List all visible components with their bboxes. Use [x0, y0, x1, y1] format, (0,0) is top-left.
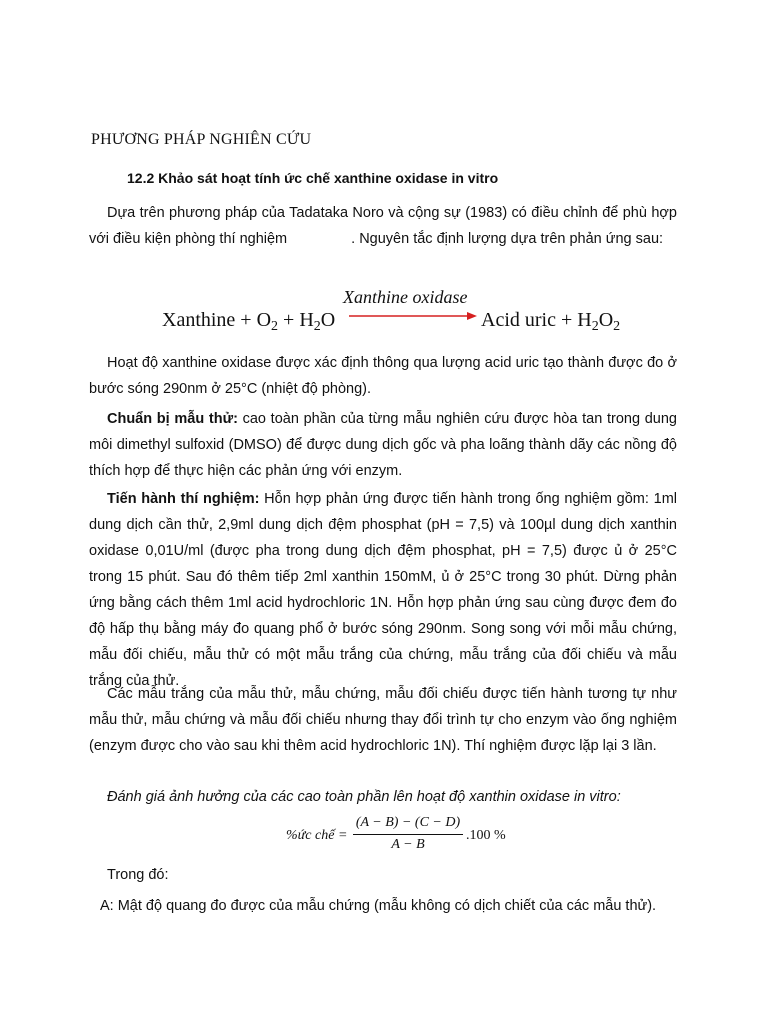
reaction-arrow-icon	[349, 310, 477, 322]
reaction-equation	[162, 285, 632, 337]
inhibition-formula	[286, 812, 516, 860]
chapter-heading: PHƯƠNG PHÁP NGHIÊN CỨU	[91, 131, 312, 148]
formula-lhs: %ức chế =	[286, 828, 348, 843]
formula-numerator: (A − B) − (C − D)	[355, 815, 461, 830]
paragraph-measurement: Hoạt độ xanthine oxidase được xác định thông qua lượng acid uric tạo thành được đo ở bước sóng 290nm ở 25°C (nhiệt độ phòng).	[89, 355, 677, 397]
sample-prep-label: Chuẩn bị mẫu thử:	[107, 411, 238, 427]
procedure-label: Tiến hành thí nghiệm:	[107, 491, 260, 507]
paragraph-procedure	[89, 486, 677, 694]
paragraph-blanks: Các mẫu trắng của mẫu thử, mẫu chứng, mẫu đối chiếu được tiến hành tương tự như mẫu thử, mẫu chứng và mẫu đối chiếu nhưng thay đổi trình tự cho enzym vào ống nghiệm (enzym được cho vào sau khi thêm acid hydrochloric 1N). Thí nghiệm được lặp lại 3 lần.	[89, 686, 677, 754]
paragraph-sample-prep	[89, 406, 677, 484]
section-heading: 12.2 Khảo sát hoạt tính ức chế xanthine oxidase in vitro	[127, 170, 499, 186]
reaction-reactants: Xanthine + $O_2 + H_2O$	[162, 309, 336, 334]
paragraph-evaluation: Đánh giá ảnh hưởng của các cao toàn phần lên hoạt độ xanthin oxidase in vitro:	[107, 789, 621, 805]
enzyme-label: Xanthine oxidase	[343, 287, 468, 307]
sample-prep-text: cao toàn phần của từng mẫu nghiên cứu được hòa tan trong dung môi dimethyl sulfoxid (DMSO) để được dung dịch gốc và pha loãng thành dãy các nồng độ thích hợp để thực hiện các phản ứng với enzym.	[89, 411, 677, 479]
procedure-text: Hỗn hợp phản ứng được tiến hành trong ống nghiệm gồm: 1ml dung dịch cần thử, 2,9ml dung dịch đệm phosphat (pH = 7,5) và 100µl dung dịch xanthin oxidase 0,01U/ml (được pha trong dung dịch đệm phosphat, pH = 7,5) được ủ ở 25°C trong 15 phút. Sau đó thêm tiếp 2ml xanthin 150mM, ủ ở 25°C trong 30 phút. Dừng phản ứng bằng cách thêm 1ml acid hydrochloric 1N. Hỗn hợp phản ứng sau cùng được đem đo độ hấp thụ bằng máy đo quang phổ ở bước sóng 290nm. Song song với mỗi mẫu chứng, mẫu đối chiếu, mẫu thử có một mẫu trắng của chứng, mẫu trắng của đối chiếu và mẫu trắng của thử.	[89, 491, 677, 689]
paragraph-intro	[89, 200, 677, 252]
paragraph-intro-text-2: . Nguyên tắc định lượng dựa trên phản ứng sau:	[351, 231, 664, 247]
formula-fraction	[353, 812, 463, 855]
definition-a: A: Mật độ quang đo được của mẫu chứng (mẫu không có dịch chiết của các mẫu thử).	[100, 898, 657, 914]
where-label: Trong đó:	[107, 867, 169, 883]
paragraph-intro-text-1: Dựa trên phương pháp của Tadataka Noro và cộng sự (1983) có điều chỉnh để phù hợp với điều kiện phòng thí nghiệm	[89, 205, 677, 247]
formula-denominator: A − B	[391, 837, 425, 852]
reaction-products: Acid uric + $H_2O_2$	[481, 309, 621, 334]
formula-rhs: .100 %	[466, 828, 506, 843]
